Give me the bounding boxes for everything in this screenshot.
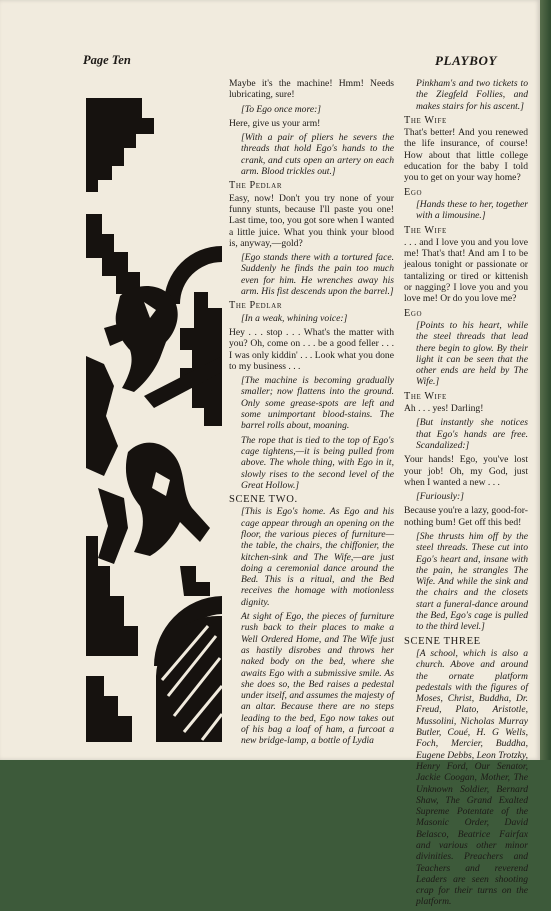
dialogue-line: Easy, now! Don't you try none of your funny stunts, because I'll paste you one! Last time, too, you got sore when I wanted a little juice. What you think your blood is, anyway,—gold?: [229, 192, 394, 249]
speaker-name: The Pedlar: [229, 180, 283, 192]
dialogue-line: . . . and I love you and you love me! That's that! And am I to be jealous tonight or passionate or tantalizing or tired or kittenish or nagging? I love you and you love me! Or do you love me?: [404, 236, 528, 305]
dialogue-line: Maybe it's the machine! Hmm! Needs lubricating, sure!: [229, 78, 394, 101]
stage-direction: [A school, which is also a church. Above and around the ornate platform pedestals with the figures of Moses, Christ, Buddha, Dr. Freud, Plato, Aristotle, Mussolini, Nicholas Murray Butler, Coué, H. G Wells, Foch, Mercier, Buddha, Eugene Debbs, Leon Trotzky, Henry Ford, Our Senator, Jackie Coogan, Mother, The Unknown Soldier, Bernard Shaw, The Grand Exalted Supreme Potentate of the Masonic Order, David Belasco, Beatrice Fairfax and various other minor divinities. Preachers and Teachers and reverend Leaders are seen shooting crap for their turns on the platform.: [416, 647, 528, 908]
stage-direction: [Points to his heart, while the steel threads that lead there begin to glow. By their light it can be seen that the other ends are held by The Wife.]: [416, 319, 528, 388]
scene-heading: SCENE TWO.: [229, 494, 298, 506]
dialogue-line: Ah . . . yes! Darling!: [404, 403, 484, 415]
stage-direction: The rope that is tied to the top of Ego's cage tightens,—it is being pulled from above. The whole thing, with Ego in it, slowly rises to the second level of the Great Hollow.]: [241, 434, 394, 491]
woodcut-illustration: [84, 96, 222, 742]
stage-direction: [Hands these to her, together with a limousine.]: [416, 198, 528, 222]
stage-direction: [In a weak, whining voice:]: [241, 312, 348, 324]
binding-edge: [540, 0, 551, 760]
dialogue-line: Here, give us your arm!: [229, 117, 321, 129]
stage-direction: [She thrusts him off by the steel threads. These cut into Ego's heart and, insane with the pain, he strangles The Wife. And while the sink and the chairs and the closets start a funeral-dance around the Bed, Ego's cage is pulled to the third level.]: [416, 530, 528, 633]
page-number: Page Ten: [83, 53, 131, 67]
stage-direction: [This is Ego's home. As Ego and his cage appear through an opening on the floor, the various pieces of furniture—the table, the chairs, the chiffonier, the kitchen-sink and The Wife,—are just doing a ceremonial dance around the Bed. This is a ritual, and the Bed receives the homage with motionless dignity.: [241, 506, 394, 608]
dialogue-line: That's better! And you renewed the life insurance, of course! How about that little college education for the baby I told you to get on your way home?: [404, 127, 528, 184]
speaker-name: The Wife: [404, 224, 447, 236]
speaker-name: The Wife: [404, 114, 447, 126]
speaker-name: The Wife: [404, 390, 447, 402]
stage-direction: At sight of Ego, the pieces of furniture rush back to their places to make a Well Ordered Home, and The Wife just as hastily disrobes and throws her naked body on the bed, where she awaits Ego with a submissive smile. As she does so, the Bed raises a pedestal under itself, and assumes the majesty of an altar. Because there are no steps leading to the bed, Ego now takes out of his bag a loaf of ham, a furcoat a new bridge-lamp, a bottle of Lydia: [241, 611, 394, 747]
stage-direction: [Furiously:]: [416, 491, 464, 503]
stage-direction: [But instantly she notices that Ego's hands are free. Scandalized:]: [416, 417, 528, 451]
dialogue-line: Because you're a lazy, good-for-nothing bum! Get off this bed!: [404, 505, 528, 528]
stage-direction: [To Ego once more:]: [241, 103, 322, 115]
speaker-name: Ego: [404, 186, 423, 198]
speaker-name: The Pedlar: [229, 300, 283, 312]
stage-direction: [Ego stands there with a tortured face. Suddenly he finds the pain too much even for him. He wrenches away his arm. His fist descends upon the barrel.]: [241, 252, 394, 298]
speaker-name: Ego: [404, 307, 423, 319]
scene-heading: SCENE THREE: [404, 635, 481, 647]
text-column-right: [404, 77, 528, 911]
stage-direction: Pinkham's and two tickets to the Ziegfeld Follies, and makes stairs for his ascent.]: [416, 78, 528, 112]
stage-direction: [With a pair of pliers he severs the threads that hold Ego's hands to the crank, and cuts open an artery on each arm. Blood trickles out.]: [241, 132, 394, 178]
dialogue-line: Hey . . . stop . . . What's the matter with you? Oh, come on . . . be a good feller . . . I was only kiddin' . . . Look what you done to my business . . .: [229, 326, 394, 372]
dialogue-line: Your hands! Ego, you've lost your job! Oh, my God, just when I wanted a new . . .: [404, 454, 528, 488]
magazine-title: PLAYBOY: [435, 53, 497, 68]
stage-direction: [The machine is becoming gradually smaller; now flattens into the ground. Only some grease-spots are left and some unimportant blood-stains. The barrel rolls about, moaning.: [241, 375, 394, 432]
text-column-middle: [229, 77, 394, 750]
